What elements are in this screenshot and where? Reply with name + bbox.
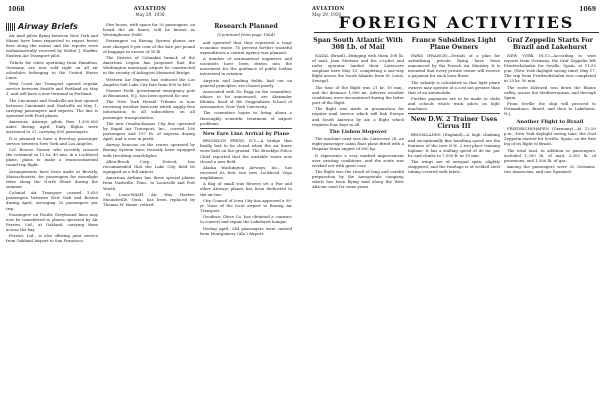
paragraph: BROOKLYN PRESS, N.Y.—A bridge that finally had to be closed when the air liners were held on the ground. The Brooklyn Police Chief reported that the unstable water now closed a new field. [200, 138, 292, 164]
column-2-body [103, 22, 195, 207]
paragraph: Col. Roscoe Turner, who recently crossed the continent in 13 hr. 40 min. in a Lockheed plane, plans to make a transcontinental round-trip flight. [6, 147, 98, 168]
paragraph: A number of aeronautical engineers and scientists have been drawn into the movement for the guidance of public bodies interested in aviation. [200, 55, 292, 77]
paragraph: It represents a very marked improvement over existing conditions, and the route was worked out with great care. [312, 152, 404, 168]
paragraph: It is planned to have a five-stop passenger service between New York and Los Angeles. [6, 135, 98, 146]
paragraph: The New York Herald Tribune is now receiving weather forecasts which supply free information to all subscribers on all passenger transportation. [103, 99, 195, 120]
right-column-3 [504, 36, 596, 416]
right-column-1 [312, 36, 404, 416]
paragraph: The new Omaha-Kansas City line operated by Rapid Air Transport, Inc., carried 106 passengers and 197 lb. of express during April, and is now in profit. [103, 120, 195, 142]
dw2-trainer-heading: New D.W. 2 Trainer Uses Cirrus III [410, 116, 498, 131]
paragraph: Airports and landing fields, laid out on general principles, are chosen poorly. [200, 77, 292, 88]
paragraph: Among the passengers were 20 Germans, two Americans, and one Spaniard. [504, 164, 596, 175]
publication-name: AVIATION [133, 6, 167, 12]
left-page [0, 0, 300, 420]
france-subsidizes-body [408, 53, 500, 111]
paragraph: Associated with Dr. Fagg on the committee, others to be announced, are Alexander Klemin, head of the Guggenheim School of Aeronautics, New York University. [200, 88, 292, 110]
section-divider [200, 128, 292, 129]
paragraph: Passengers on Pacific Greyhound lines may now be transferred to planes operated by Air Ferries, Ltd., at Oakland, carrying them across the bay. [6, 211, 98, 233]
graf-zeppelin-heading: Graf Zeppelin Starts For Brazil and Lakehurst [507, 37, 593, 51]
paragraph: Air mail pilots flying between New York and Miami have been requested to report forest fires along the routes and the reports were enthusiastically received by Walter J. Shaffer, Eastern Air Transport pilot. [6, 33, 98, 59]
paragraph: St. Louis-WASH Air Way Harbor, Moundsville, Tenn., has been replaced by Thomas W. Hume, retired. [103, 191, 195, 207]
section-divider [408, 113, 500, 114]
paragraph: The machine used was the Latecoere 28, an eight-passenger cabin float plane fitted with a Hispano-Suiza engine of 600 hp. [312, 136, 404, 152]
paragraph: NATAL (Brazil)—Bringing with them 308 lb. of mail, Jean Mermoz and his co-pilot and radio operator landed their Latecoere seaplane here May 13, completing a one-way flight across the South Atlantic from St. Louis, Senegal. [312, 53, 404, 84]
heading-ornament-icon [6, 23, 16, 31]
right-column-2 [408, 36, 500, 416]
paragraph: The wings are of unequal span, slightly staggered, and the fuselage is of welded steel tubing covered with fabric. [408, 159, 500, 175]
paragraph: Allen-Brook Corp., Detroit, has recommended that the Lake City field be equipped as a full airport. [103, 158, 195, 175]
paragraph: The committee hopes to bring about a thoroughly scientific treatment of airport problems. [200, 110, 292, 126]
paragraph: American Airways pilots flew 1,300,000 miles during April. Daily flights were increased to 37, carrying 650 passengers. [6, 119, 98, 135]
left-column-1 [6, 22, 98, 416]
paragraph: Passengers on Boeing System planes are now charged 8 per cent of the fare per pound of baggage in excess of 30 lb. [103, 38, 195, 54]
right-page [304, 0, 604, 420]
continued-note: (Continued from page 1064) [217, 32, 275, 37]
publication-name: AVIATION [312, 6, 345, 12]
page-number: 1068 [8, 6, 25, 13]
new-fare-line-body [200, 138, 292, 236]
running-head-left [8, 6, 292, 18]
paragraph: Alaska Washington Airways, Inc., has received its first two new Lockheed Vega amphibians. [200, 164, 292, 181]
left-column-2 [103, 22, 195, 416]
paragraph: Further payments are to be made to clubs and schools which train pilots on light machines. [408, 96, 500, 112]
left-column-3 [200, 22, 292, 416]
paragraph: West Coast Air Transport opened regular service between Seattle and Portland on May 1, and will have a new terminal in Portland. [6, 81, 98, 97]
issue-date: May 29, 1930 [312, 12, 342, 17]
new-fare-line-heading: New Fare Line Arrival by Plane [202, 130, 290, 137]
paragraph: The District of Columbia branch of the American Legion has proposed that the Washington municipal airport be constructed in the vicinity of Arlington Memorial Bridge. [103, 54, 195, 76]
paragraph: Arrangements have been made at Beverly, Massachusetts, for passengers for moonlight rides along the North Shore during the summer. [6, 168, 98, 189]
graf-zeppelin-body [504, 53, 596, 117]
dw2-trainer-body [408, 132, 500, 174]
issue-date: May 29, 1930 [135, 12, 165, 17]
research-planned-heading: Research Planned [214, 23, 278, 30]
airway-briefs-body [6, 33, 98, 244]
paragraph: Pioneer Field, government emergency port at Beaumont, N.J., has been opened for use. [103, 87, 195, 98]
paragraph: PARIS (FRANCE)—Details of a plan for subsidizing private flying have been announced by the French Air Ministry. It is intended that every private owner will receive a payment for each hour flown. [408, 53, 500, 79]
paragraph: During April, 244 passengers were carried from Montgomery (Ala.) Airport. [200, 225, 292, 236]
paragraph: Western Air Express has reduced the Los Angeles-Salt Lake City fare from $90 to $60. [103, 76, 195, 87]
paragraph: Ferries, Ltd., is also offering joint service from Oakland Airport to San Francisco. [6, 233, 98, 244]
paragraph: The flight was made in preparation for regular mail service which will link Europe and South America by air, a flight which requires four days in all. [312, 106, 404, 127]
another-flight-body [504, 126, 596, 174]
paragraph: FRIEDRICHSHAFEN (Germany)—At 12:20 p.m., New York daylight saving time, the Graf Zeppelin started for Seville, Spain, on the first leg of its flight to Brazil. [504, 126, 596, 147]
paragraph: and operated that they represent a huge economic waste. To prevent further wasteful expenditures a central agency was planned. [200, 39, 292, 55]
paragraph: A flag of small wax flowers set a Fox and other Airways planes has been dedicated to the air line. [200, 181, 292, 197]
paragraph: Tickets for cities operating from Hamilton, Germany, are now sold right on all air schedules belonging to the United States Lines. [6, 59, 98, 80]
lisbon-stopover-heading: The Lisbon Stopover [329, 128, 387, 135]
foreign-activities-title: FOREIGN ACTIVITIES [338, 13, 575, 32]
lisbon-stopover-body [312, 136, 404, 189]
paragraph: Airway beacons on the routes operated by Boeing System have recently been equipped with revolving searchlights. [103, 142, 195, 158]
paragraph: The subsidy is calculated so that light plane owners may operate at a cost not greater than that of an automobile. [408, 79, 500, 95]
airway-briefs-heading: Airway Briefs [6, 22, 98, 31]
title-rule [314, 32, 599, 33]
paragraph: The Cincinnati and Nashville air line opened between Cincinnati and Nashville on May 1, carrying passengers and express. The line is operated with Ford planes. [6, 97, 98, 118]
paragraph: NEW YORK (N.Y.)—According to wire reports from Germany, the Graf Zeppelin left Friedrichshafen for Seville, Spain, at 11:55 p.m. (New York daylight saving time) May 17. The trip from Friedrichshafen was completed in 25 hr. 30 min. [504, 53, 596, 84]
paragraph: Geodesic Glove Co. has obtained a contract to convert and repair the Lakehurst hangar. [200, 214, 292, 225]
france-subsidizes-heading: France Subsidizes Light Plane Owners [411, 37, 497, 51]
paragraph: The route followed was down the Rhone valley, across the Mediterranean, and through Spain. [504, 84, 596, 100]
paragraph: Colonial Air Transport carried 1,050 passengers between New York and Boston during April, averaging 32 passengers per trip. [6, 190, 98, 211]
page-number: 1069 [579, 6, 596, 13]
research-planned-body [200, 40, 292, 126]
south-atlantic-heading: Span South Atlantic With 308 Lb. of Mail [313, 37, 403, 51]
paragraph: The total load, in addition to passengers, included 1,200 lb. of mail, 2,000 lb. of provisions, and 1,500 lb. of gas. [504, 147, 596, 163]
south-atlantic-body [312, 53, 404, 127]
paragraph: American Airlines has three special planes from Nashville, Tenn., to Louisville and Fort Worth. [103, 175, 195, 191]
paragraph: BROOKLANDS (England)—A high climbing and exceptionally fine handling speed are the features of the new D.W. 2 two-place training biplane. It has a stalling speed of 40 mi. per hr. and climbs to 7,000 ft. in 10 min. [408, 132, 500, 158]
paragraph: City Council of Iowa City has approved a 30-yr. lease of the local airport to Boeing Air Transport. [200, 197, 292, 214]
another-flight-heading: Another Flight to Brazil [516, 118, 584, 125]
paragraph: The flight was the result of long and careful preparation by the Aeropostale company, which has been flying mail along the West African coast for some years. [312, 169, 404, 190]
paragraph: From Seville the ship will proceed to Pernambuco, Brazil, and then to Lakehurst, N.J. [504, 101, 596, 117]
paragraph: The time of the flight was 21 hr. 10 min., and the distance 1,900 mi. Adverse weather conditions were encountered during the latter part of the flight. [312, 84, 404, 106]
paragraph: Five buses, with space for 20 passengers, on board the air liners, will be known as Westinghouse Field. [103, 22, 195, 38]
